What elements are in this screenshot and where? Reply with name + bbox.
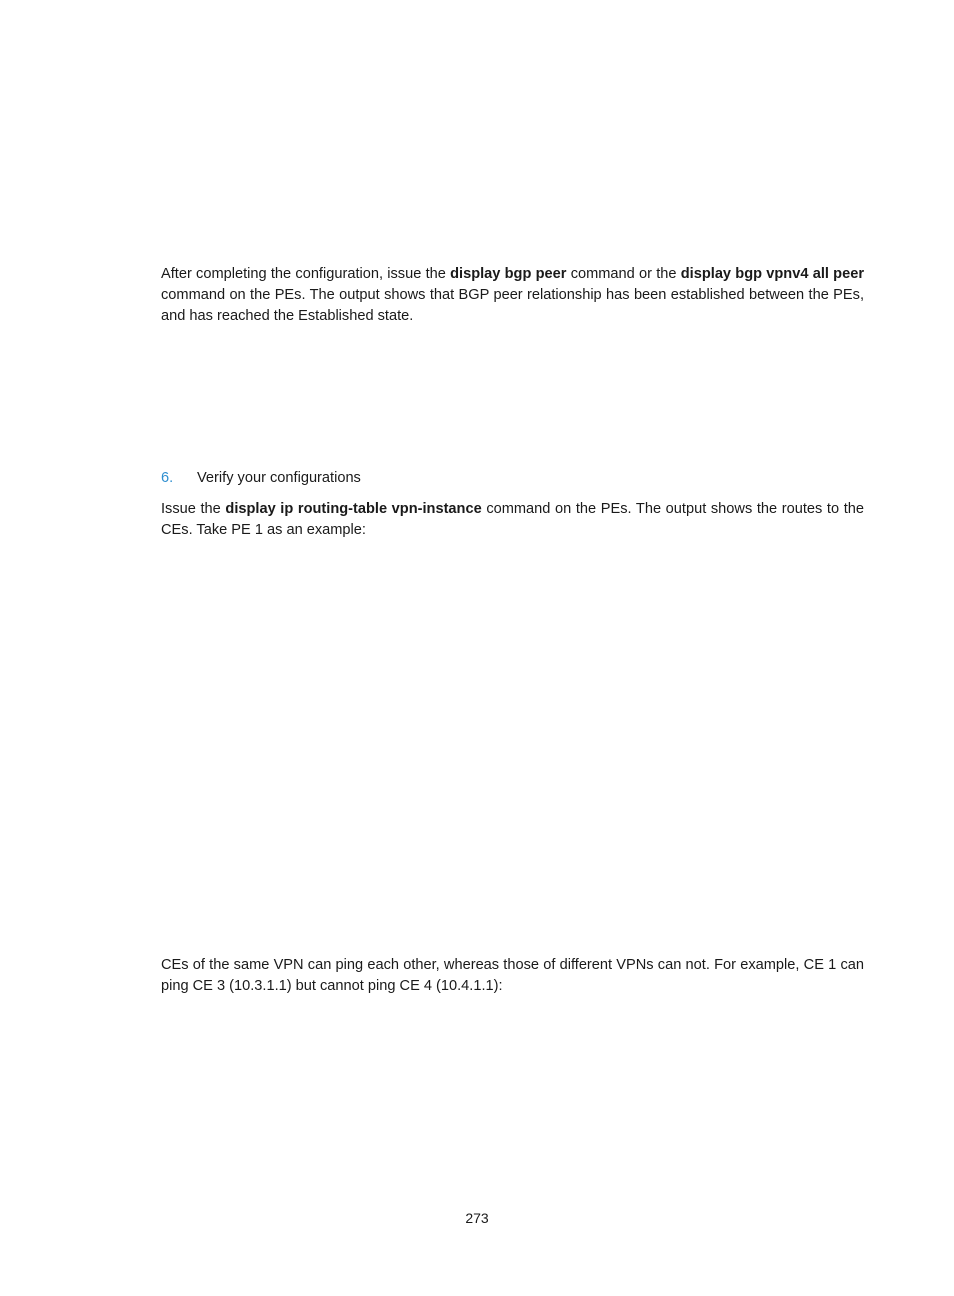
- bgp-peer-verification-paragraph: [161, 264, 864, 327]
- text-run: command on the PEs. The output shows the routes to the CEs. Take PE 1 as an example:: [161, 501, 865, 538]
- step-label: Verify your configurations: [197, 470, 361, 486]
- text-run: After completing the configuration, issue the: [161, 266, 451, 282]
- ping-paragraph: CEs of the same VPN can ping each other, whereas those of different VPNs can not. For example, CE 1 can ping CE 3 (10.3.1.1) but cannot ping CE 4 (10.4.1.1):: [161, 957, 864, 994]
- text-run: command or the: [566, 266, 681, 282]
- text-run: command on the PEs. The output shows that BGP peer relationship has been established between the PEs, and has reached the Established state.: [161, 287, 864, 324]
- step-number: 6.: [161, 470, 174, 486]
- step-verify-configurations: [161, 468, 361, 489]
- command-display-bgp-vpnv4-all-peer: display bgp vpnv4 all peer: [680, 266, 864, 282]
- routing-table-paragraph: [161, 499, 864, 541]
- command-display-ip-routing-table-vpn-instance: display ip routing-table vpn-instance: [225, 501, 482, 517]
- page-number: 273: [465, 1210, 489, 1226]
- command-display-bgp-peer: display bgp peer: [450, 266, 567, 282]
- text-run: Issue the: [161, 501, 226, 517]
